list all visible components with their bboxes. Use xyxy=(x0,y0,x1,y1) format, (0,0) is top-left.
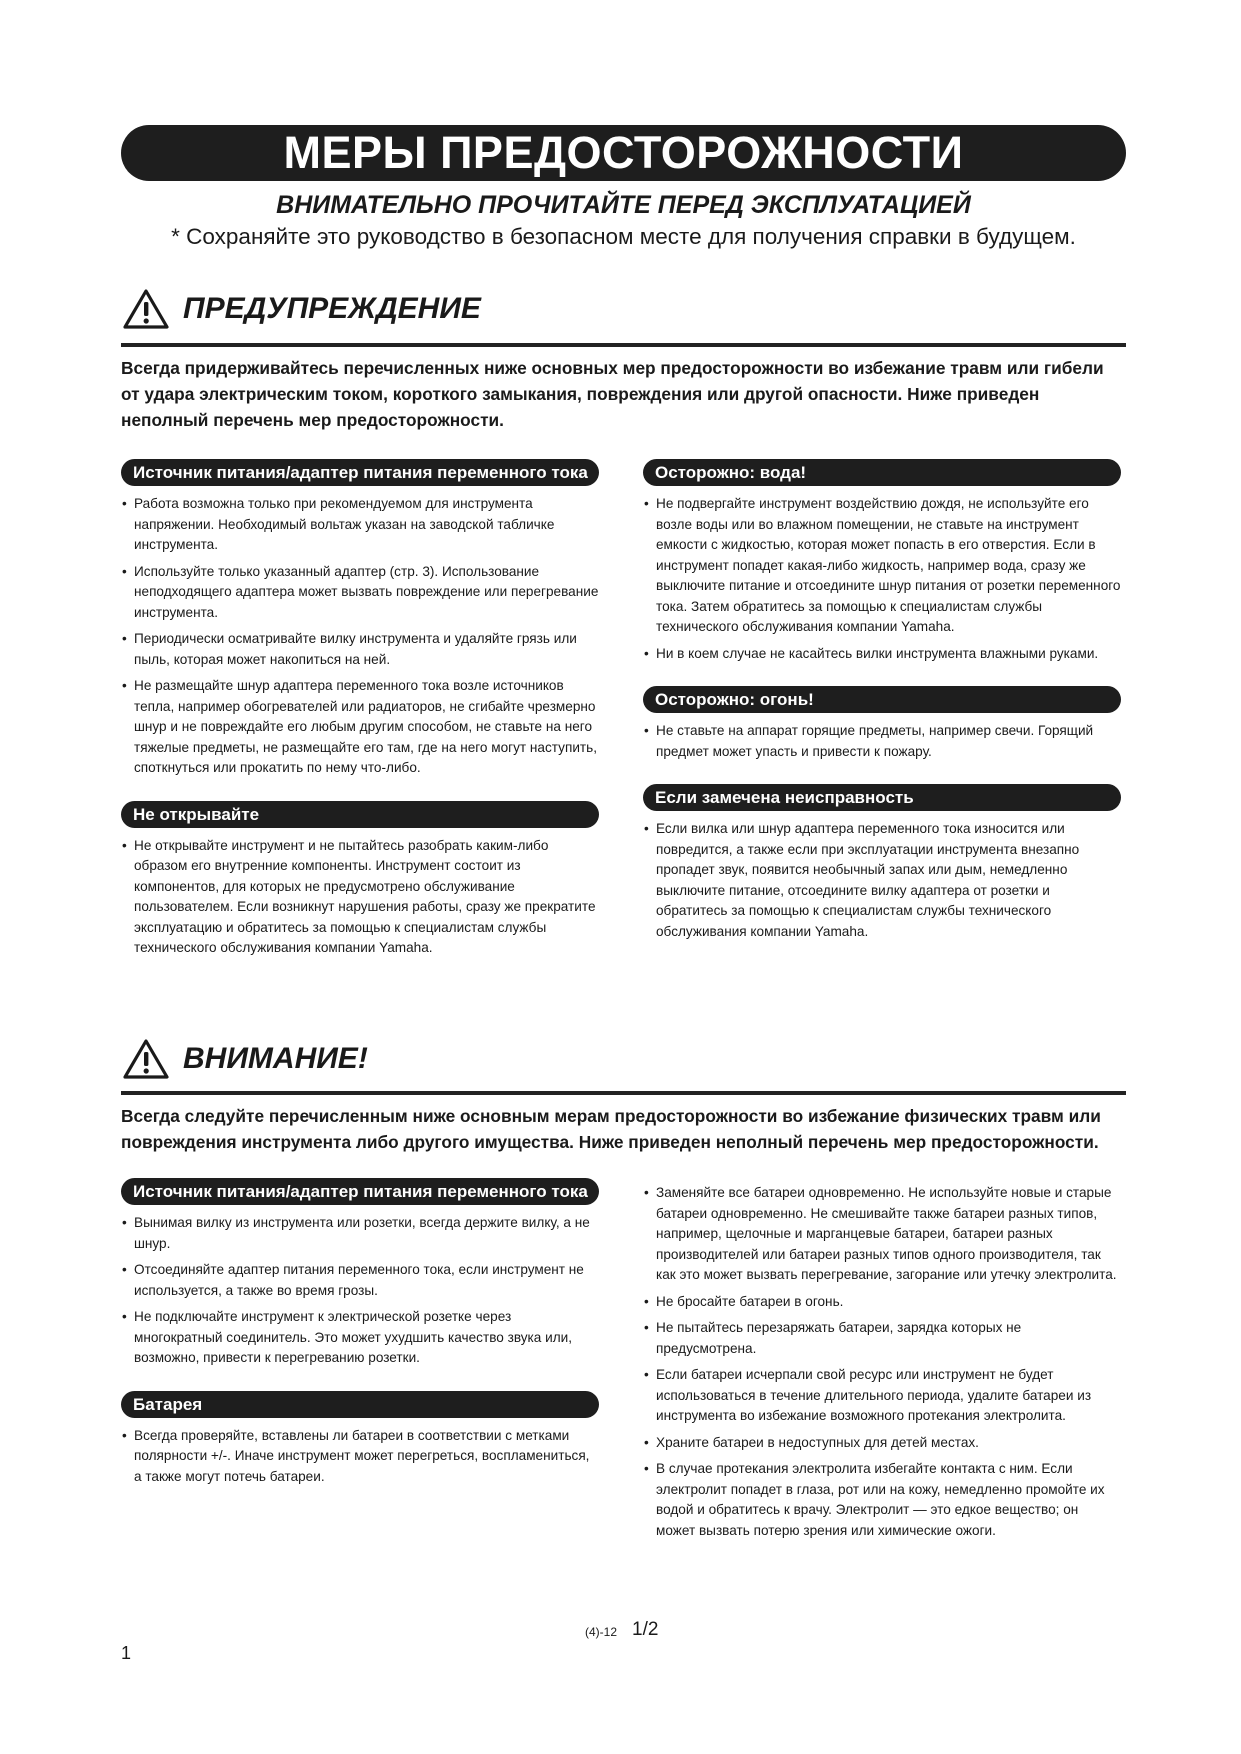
caution-heading xyxy=(121,1038,721,1082)
do-not-open-block xyxy=(121,801,599,959)
list-item: • Не подвергайте инструмент воздействию дождя, не используйте его возле воды или во влажном помещении, не ставьте на инструмент емкости с жидкостью, которая может попасть в его отверстия. Если в инструмент попадет какая-либо жидкость, например вода, сразу же выключите питание и отсоедините шнур питания от розетки переменного тока. Затем обратитесь за помощью к специалистам службы технического обслуживания компании Yamaha. xyxy=(643,494,1121,638)
section-heading: Источник питания/адаптер питания переменного тока xyxy=(121,459,599,486)
power-supply-block xyxy=(121,459,599,779)
fire-warning-block xyxy=(643,686,1121,762)
list-item: • Не открывайте инструмент и не пытайтесь разобрать каким-либо образом его внутренние компоненты. Инструмент состоит из компонентов, для которых не предусмотрено обслуживание пользователем. Если возникнут нарушения работы, сразу же прекратите эксплуатацию и обратитесь за помощью к специалистам службы технического обслуживания компании Yamaha. xyxy=(121,836,599,959)
warning-right-column xyxy=(643,459,1121,964)
list-item: • Заменяйте все батареи одновременно. Не используйте новые и старые батареи одновременно. Не смешивайте также батареи разных типов, например, щелочные и марганцевые батареи, батареи разных производителей или батареи разных типов одного производителя, так как это может вызвать перегревание, загорание или утечку электролита. xyxy=(643,1183,1121,1286)
page-number: 1 xyxy=(121,1643,132,1663)
list-item: • Вынимая вилку из инструмента или розетки, всегда держите вилку, а не шнур. xyxy=(121,1213,599,1254)
warning-left-column xyxy=(121,459,599,981)
list-item: • Периодически осматривайте вилку инструмента и удаляйте грязь или пыль, которая может накопиться на ней. xyxy=(121,629,599,670)
list-item: • В случае протекания электролита избегайте контакта с ним. Если электролит попадет в глаза, рот или на кожу, немедленно промойте их водой и обратитесь к врачу. Электролит — это едкое вещество; он может вызвать потерю зрения или химические ожоги. xyxy=(643,1459,1121,1541)
caution-title: ВНИМАНИЕ! xyxy=(183,1042,368,1075)
list-item: • Используйте только указанный адаптер (стр. 3). Использование неподходящего адаптера может вызвать повреждение или перегревание инструмента. xyxy=(121,562,599,624)
caution-left-column xyxy=(121,1178,599,1509)
list-item: • Ни в коем случае не касайтесь вилки инструмента влажными руками. xyxy=(643,644,1121,665)
page-subtitle: ВНИМАТЕЛЬНО ПРОЧИТАЙТЕ ПЕРЕД ЭКСПЛУАТАЦИЕЙ xyxy=(276,191,971,219)
list-item: • Отсоединяйте адаптер питания переменного тока, если инструмент не используется, а также во время грозы. xyxy=(121,1260,599,1301)
keep-manual-note: * Сохраняйте это руководство в безопасном месте для получения справки в будущем. xyxy=(171,224,1076,249)
warning-intro: Всегда придерживайтесь перечисленных ниже основных мер предосторожности во избежание травм или гибели от удара электрическим током, короткого замыкания, повреждения или другой опасности. Ниже приведен неполный перечень мер предосторожности. xyxy=(121,358,1104,430)
water-warning-block xyxy=(643,459,1121,664)
footer-code: (4)-12 xyxy=(585,1625,618,1639)
list-item: • Не пытайтесь перезаряжать батареи, зарядка которых не предусмотрена. xyxy=(643,1318,1121,1359)
section-heading: Если замечена неисправность xyxy=(643,784,1121,811)
list-item: • Если вилка или шнур адаптера переменного тока износится или повредится, а также если при эксплуатации инструмента внезапно пропадет звук, появится необычный запах или дым, немедленно выключите питание, отсоедините вилку адаптера от розетки и обратитесь за помощью к специалистам службы технического обслуживания компании Yamaha. xyxy=(643,819,1121,942)
page-title: МЕРЫ ПРЕДОСТОРОЖНОСТИ xyxy=(121,125,1126,181)
list-item: • Не размещайте шнур адаптера переменного тока возле источников тепла, например обогревателей или радиаторов, не сгибайте чрезмерно шнур и не повреждайте его любым другим способом, не ставьте на него тяжелые предметы, не размещайте его там, где на него могут наступить, споткнуться или прокатить по нему что-либо. xyxy=(121,676,599,779)
section-heading: Не открывайте xyxy=(121,801,599,828)
section-heading: Осторожно: вода! xyxy=(643,459,1121,486)
section-heading: Источник питания/адаптер питания переменного тока xyxy=(121,1178,599,1205)
section-heading: Батарея xyxy=(121,1391,599,1418)
battery-block xyxy=(121,1391,599,1488)
list-item: • Не ставьте на аппарат горящие предметы, например свечи. Горящий предмет может упасть и привести к пожару. xyxy=(643,721,1121,762)
caution-divider xyxy=(121,1091,1126,1095)
caution-intro: Всегда следуйте перечисленным ниже основным мерам предосторожности во избежание физических травм или повреждения инструмента либо другого имущества. Ниже приведен неполный перечень мер предосторожности. xyxy=(121,1106,1101,1152)
list-item: • Всегда проверяйте, вставлены ли батареи в соответствии с метками полярности +/-. Иначе инструмент может перегреться, воспламениться, а также могут потечь батареи. xyxy=(121,1426,599,1488)
warning-title: ПРЕДУПРЕЖДЕНИЕ xyxy=(183,292,481,325)
caution-right-column xyxy=(643,1183,1121,1547)
section-heading: Осторожно: огонь! xyxy=(643,686,1121,713)
list-item: • Не подключайте инструмент к электрической розетке через многократный соединитель. Это может ухудшить качество звука или, возможно, привести к перегреванию розетки. xyxy=(121,1307,599,1369)
warning-heading xyxy=(121,288,721,332)
list-item: • Не бросайте батареи в огонь. xyxy=(643,1292,1121,1313)
warning-divider xyxy=(121,343,1126,347)
malfunction-block xyxy=(643,784,1121,942)
caution-power-block xyxy=(121,1178,599,1369)
warning-triangle-icon xyxy=(123,288,169,330)
list-item: • Если батареи исчерпали свой ресурс или инструмент не будет использоваться в течение длительного периода, удалите батареи из инструмента во избежание возможного протекания электролита. xyxy=(643,1365,1121,1427)
list-item: • Храните батареи в недоступных для детей местах. xyxy=(643,1433,1121,1454)
list-item: • Работа возможна только при рекомендуемом для инструмента напряжении. Необходимый вольтаж указан на заводской табличке инструмента. xyxy=(121,494,599,556)
footer-sheet-number: 1/2 xyxy=(632,1619,659,1640)
caution-triangle-icon xyxy=(123,1038,169,1080)
